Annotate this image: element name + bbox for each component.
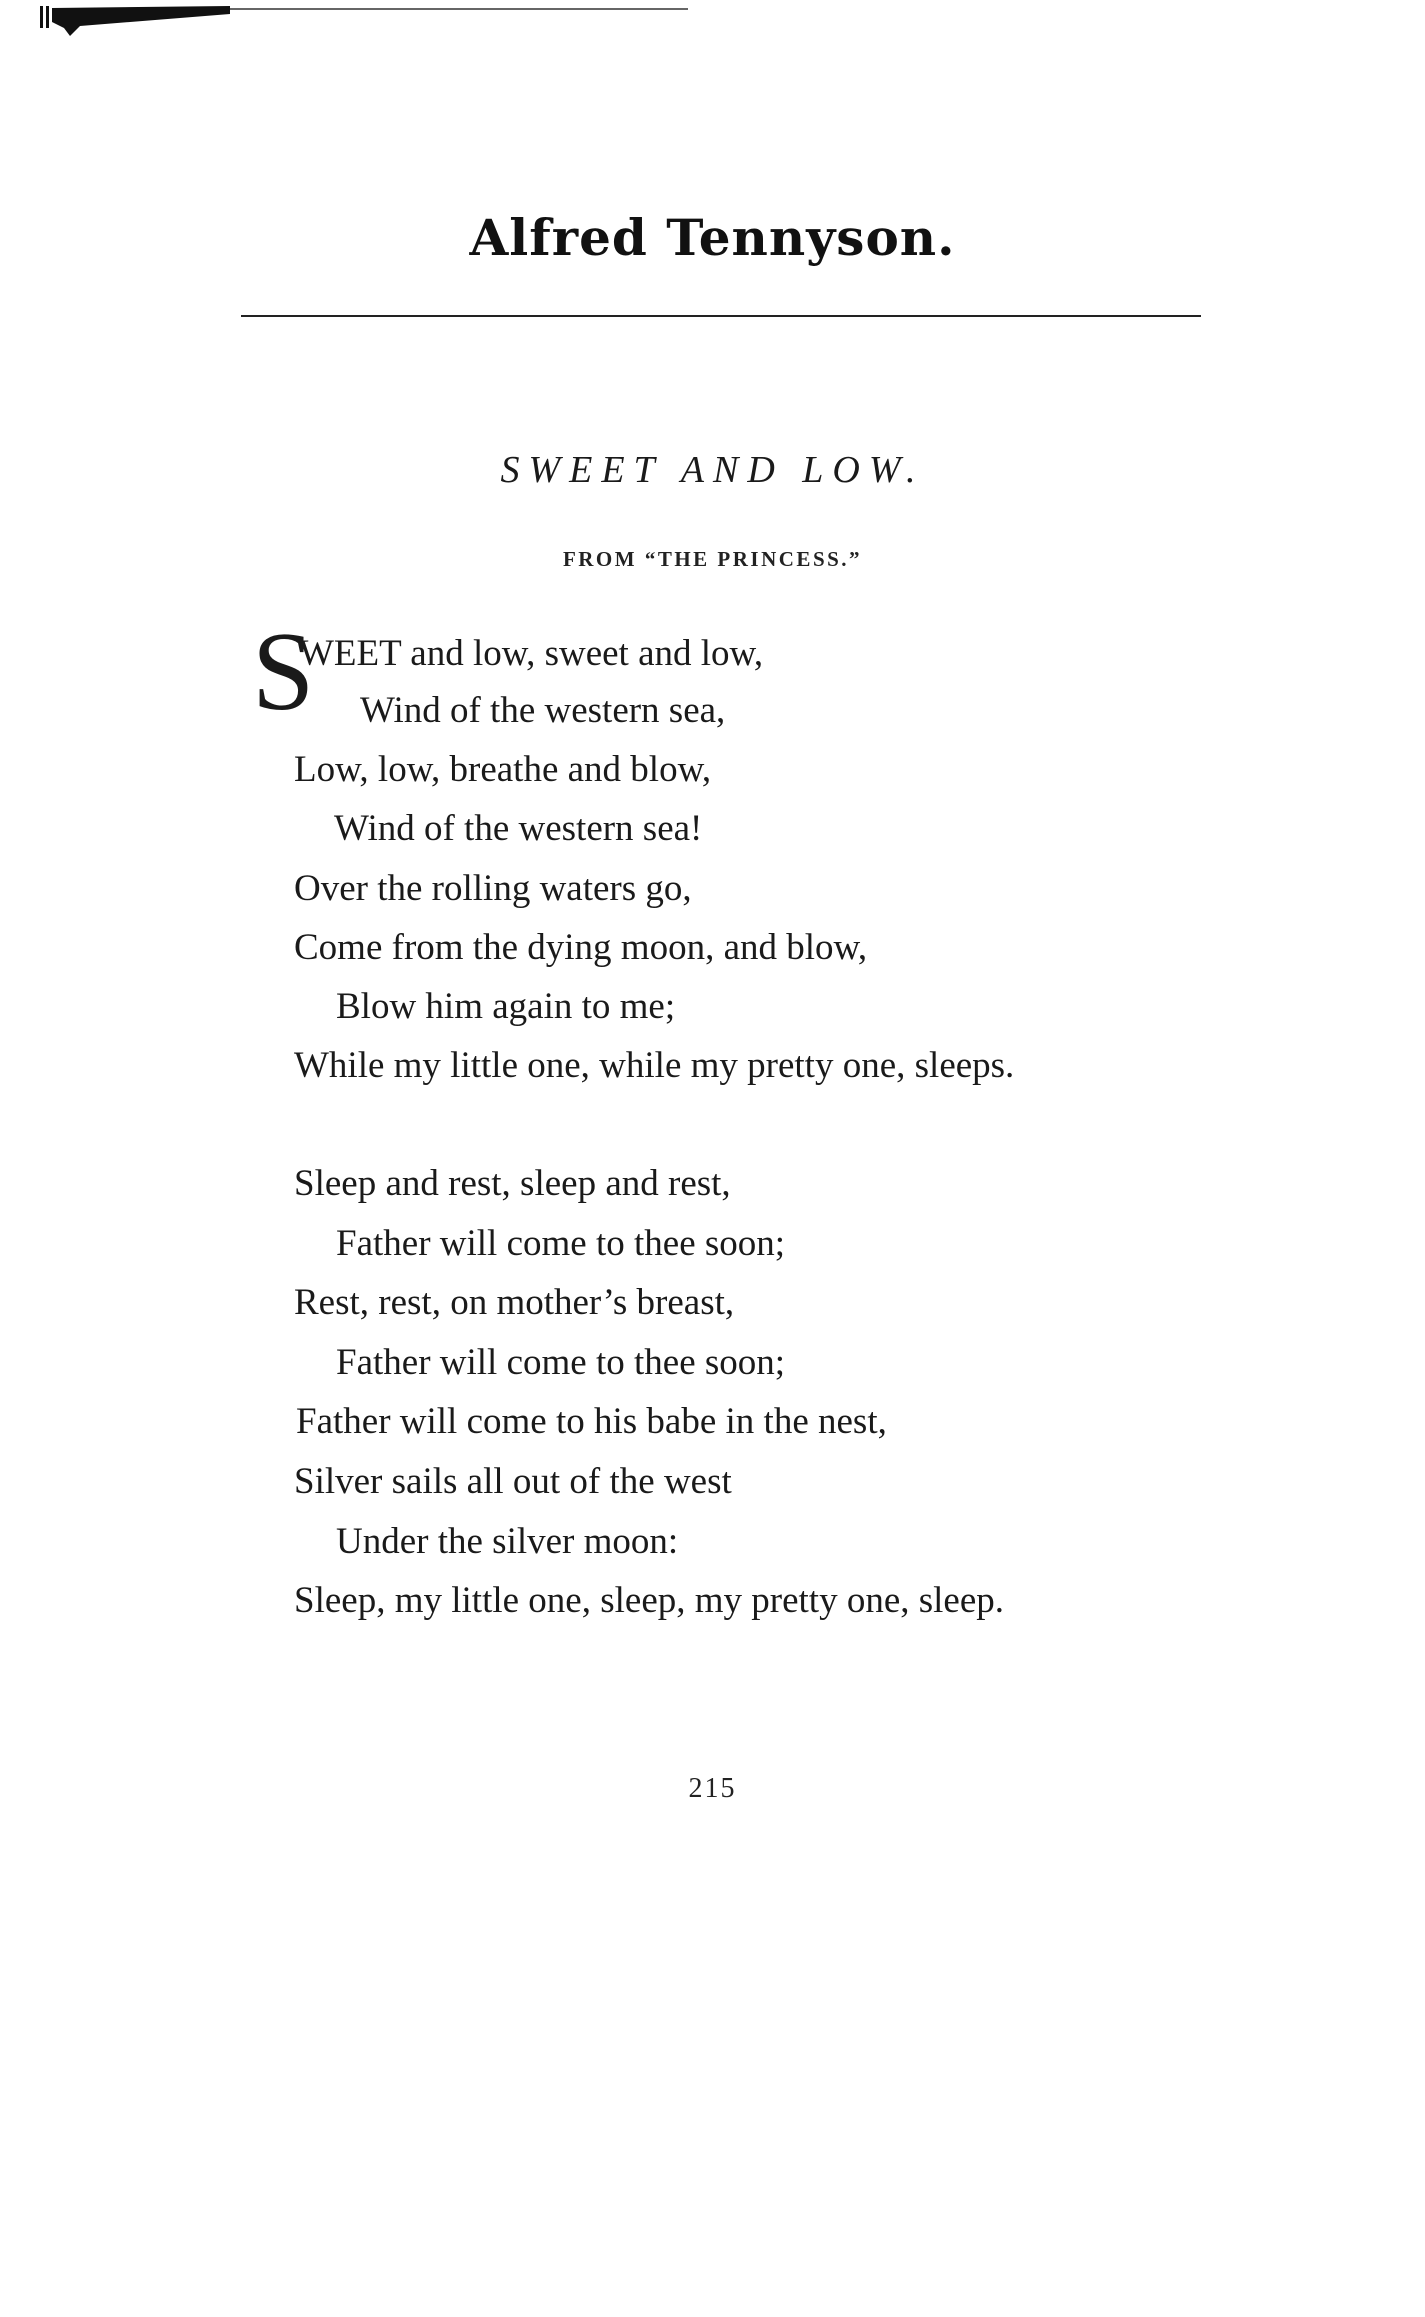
- header-divider: [241, 315, 1201, 317]
- page-number: 215: [688, 1773, 737, 1804]
- poem-line: Over the rolling waters go,: [294, 868, 692, 909]
- poem-line: Blow him again to me;: [336, 986, 676, 1027]
- poem-source: FROM “THE PRINCESS.”: [562, 547, 863, 571]
- poem-line: Come from the dying moon, and blow,: [294, 927, 868, 968]
- poem-line: Sleep, my little one, sleep, my pretty one, sleep.: [294, 1580, 1005, 1621]
- drop-cap: S: [252, 610, 315, 734]
- poem-line: Low, low, breathe and blow,: [294, 749, 712, 790]
- poem-line: Rest, rest, on mother’s breast,: [294, 1282, 735, 1323]
- poem-line: Under the silver moon:: [336, 1521, 679, 1562]
- running-header-author: Alfred Tennyson.: [469, 208, 956, 267]
- poem-line: While my little one, while my pretty one, sleeps.: [294, 1045, 1015, 1086]
- poem-line: Sleep and rest, sleep and rest,: [294, 1163, 731, 1204]
- scan-edge-mark: [40, 0, 690, 40]
- poem-line: Father will come to thee soon;: [336, 1342, 786, 1383]
- poem-title: SWEET AND LOW.: [500, 449, 925, 491]
- poem-line: Wind of the western sea!: [334, 808, 703, 849]
- poem-line: Father will come to his babe in the nest,: [296, 1401, 887, 1442]
- poem-line: Silver sails all out of the west: [294, 1461, 732, 1502]
- poem-line: WEET and low, sweet and low,: [299, 633, 764, 674]
- poem-line: Wind of the western sea,: [360, 690, 726, 731]
- poem-line: Father will come to thee soon;: [336, 1223, 786, 1264]
